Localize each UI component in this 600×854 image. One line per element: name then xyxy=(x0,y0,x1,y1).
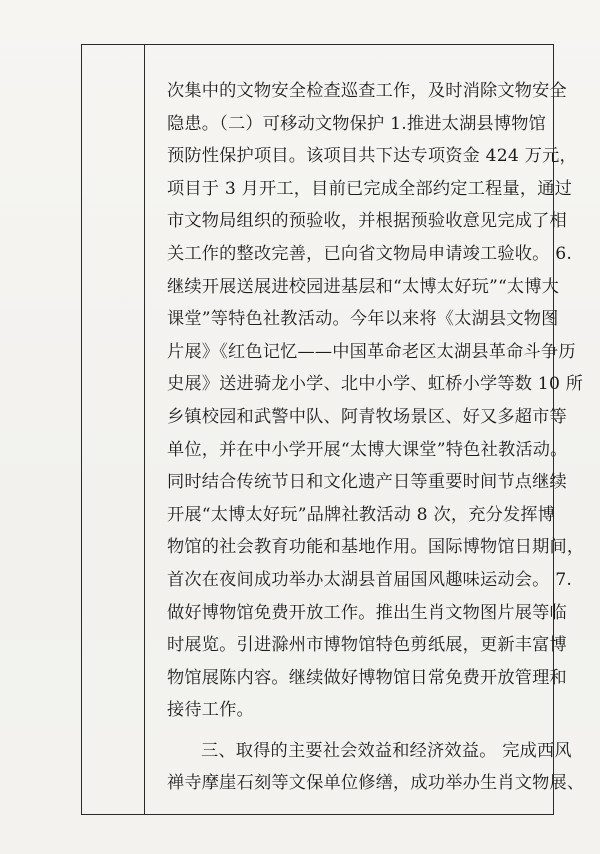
table-label-column xyxy=(82,45,145,814)
text-line: 物馆的社会教育功能和基地作用。国际博物馆日期间， xyxy=(167,537,585,558)
text-line: 开展“太博太好玩”品牌社教活动 8 次，充分发挥博 xyxy=(167,504,556,525)
text-line: 接待工作。 xyxy=(167,700,254,721)
text-line: 预防性保护项目。该项目共下达专项资金 424 万元， xyxy=(167,146,577,167)
text-line: 单位，并在中小学开展“太博大课堂”特色社教活动。 xyxy=(167,439,568,460)
text-line: 史展》送进骑龙小学、北中小学、虹桥小学等数 10 所 xyxy=(167,374,584,395)
text-line: 时展览。引进滁州市博物馆特色剪纸展，更新丰富博 xyxy=(167,635,567,656)
text-line: 同时结合传统节日和文化遗产日等重要时间节点继续 xyxy=(167,472,567,493)
text-line: 物馆展陈内容。继续做好博物馆日常免费开放管理和 xyxy=(167,667,567,688)
text-line: 关工作的整改完善，已向省文物局申请竣工验收。 6. xyxy=(167,243,572,264)
text-line: 首次在夜间成功举办太湖县首届国风趣味运动会。 7. xyxy=(167,569,572,590)
text-line: 乡镇校园和武警中队、阿青牧场景区、好又多超市等 xyxy=(167,406,567,427)
section-heading-line: 三、取得的主要社会效益和经济效益。 完成西风 xyxy=(201,740,572,761)
text-line: 隐患。（二）可移动文物保护 1.推进太湖县博物馆 xyxy=(167,113,547,134)
text-line: 项目于 3 月开工，目前已完成全部约定工程量，通过 xyxy=(167,178,572,199)
table-content-cell xyxy=(145,45,585,814)
text-line: 片展》《红色记忆——中国革命老区太湖县革命斗争历 xyxy=(167,341,576,362)
form-table xyxy=(81,44,585,815)
text-line: 课堂”等特色社教活动。今年以来将《太湖县文物图 xyxy=(167,309,559,330)
text-line: 禅寺摩崖石刻等文保单位修缮，成功举办生肖文物展、 xyxy=(167,773,585,794)
text-line: 市文物局组织的预验收，并根据预验收意见完成了相 xyxy=(167,211,567,232)
text-line: 次集中的文物安全检查巡查工作，及时消除文物安全 xyxy=(167,81,567,101)
text-line: 做好博物馆免费开放工作。推出生肖文物图片展等临 xyxy=(167,602,567,623)
text-line: 继续开展送展进校园进基层和“太博太好玩”“太博大 xyxy=(167,276,560,297)
